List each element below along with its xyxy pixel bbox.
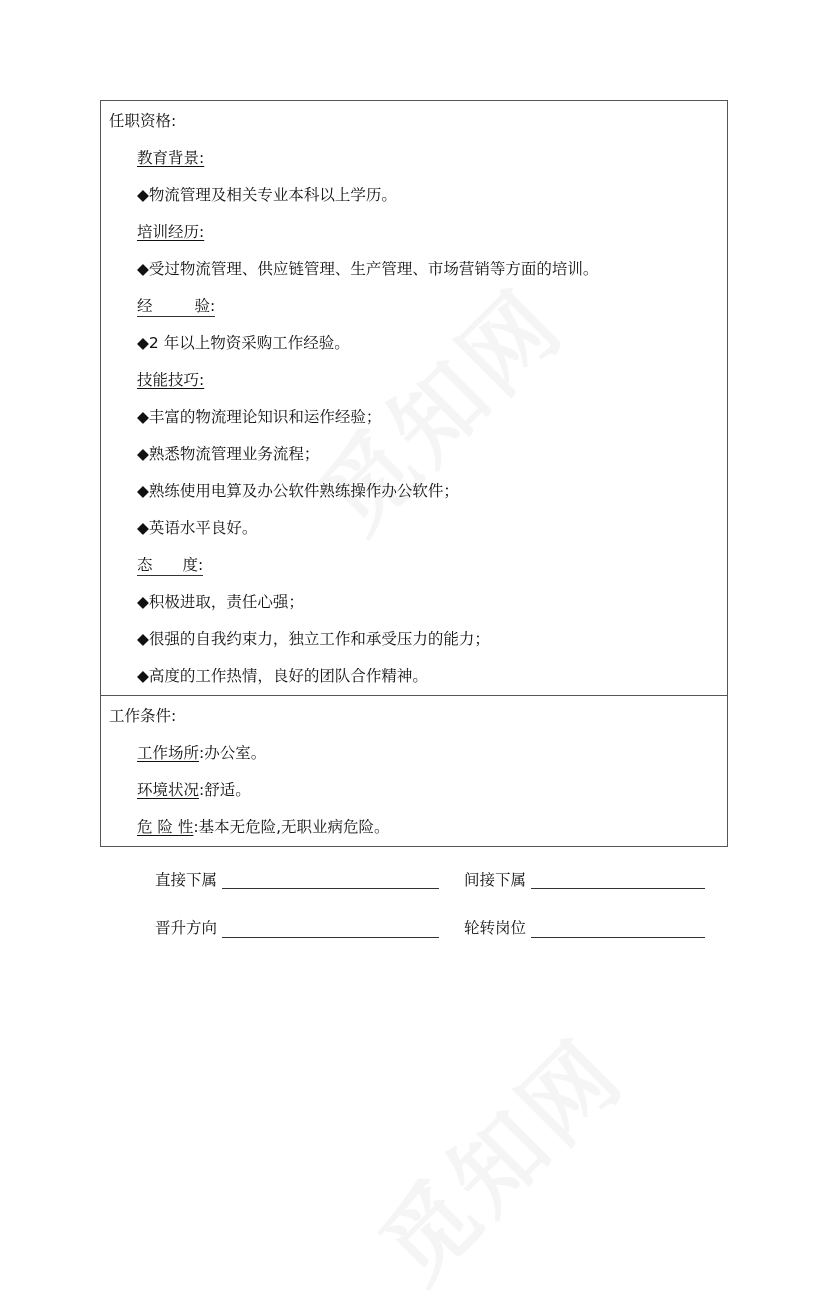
conditions-section: [100, 695, 728, 847]
list-item: ◆熟练使用电算及办公软件熟练操作办公软件；: [137, 482, 459, 500]
workplace-label: 工作场所: [137, 744, 200, 762]
direct-subordinate-field[interactable]: [222, 888, 439, 889]
list-item: ◆2 年以上物资采购工作经验。: [137, 334, 350, 352]
list-item: ◆丰富的物流理论知识和运作经验；: [137, 408, 382, 426]
environment-label: 环境状况: [137, 781, 200, 799]
hazard-row: [137, 817, 390, 837]
indirect-subordinate-label: 间接下属: [464, 871, 527, 889]
environment-value: :舒适。: [199, 781, 251, 799]
indirect-subordinate-field[interactable]: [531, 888, 705, 889]
skills-label: 技能技巧:: [137, 371, 205, 389]
section-title: 工作条件:: [109, 707, 177, 725]
list-item: ◆高度的工作热情，良好的团队合作精神。: [137, 667, 428, 685]
hazard-label: 危 险 性: [137, 818, 194, 836]
direct-subordinate-label: 直接下属: [155, 871, 218, 889]
qualifications-section: [100, 100, 728, 696]
list-item: ◆很强的自我约束力，独立工作和承受压力的能力；: [137, 630, 490, 648]
hazard-value: :基本无危险,无职业病危险。: [193, 818, 390, 836]
workplace-row: [137, 743, 266, 763]
education-label: 教育背景:: [137, 149, 205, 167]
promotion-field[interactable]: [222, 937, 439, 938]
workplace-value: :办公室。: [199, 744, 267, 762]
list-item: ◆物流管理及相关专业本科以上学历。: [137, 186, 397, 204]
list-item: ◆积极进取，责任心强；: [137, 593, 304, 611]
list-item: ◆英语水平良好。: [137, 519, 258, 537]
experience-label: 经验:: [137, 297, 216, 315]
promotion-label: 晋升方向: [155, 919, 218, 937]
list-item: ◆受过物流管理、供应链管理、生产管理、市场营销等方面的培训。: [137, 260, 599, 278]
environment-row: [137, 780, 251, 800]
list-item: ◆熟悉物流管理业务流程；: [137, 445, 320, 463]
rotation-label: 轮转岗位: [464, 919, 527, 937]
rotation-field[interactable]: [531, 937, 705, 938]
watermark: [346, 1005, 647, 1306]
training-label: 培训经历:: [137, 223, 205, 241]
attitude-label: 态度:: [137, 556, 204, 574]
section-title: 任职资格:: [109, 112, 177, 130]
